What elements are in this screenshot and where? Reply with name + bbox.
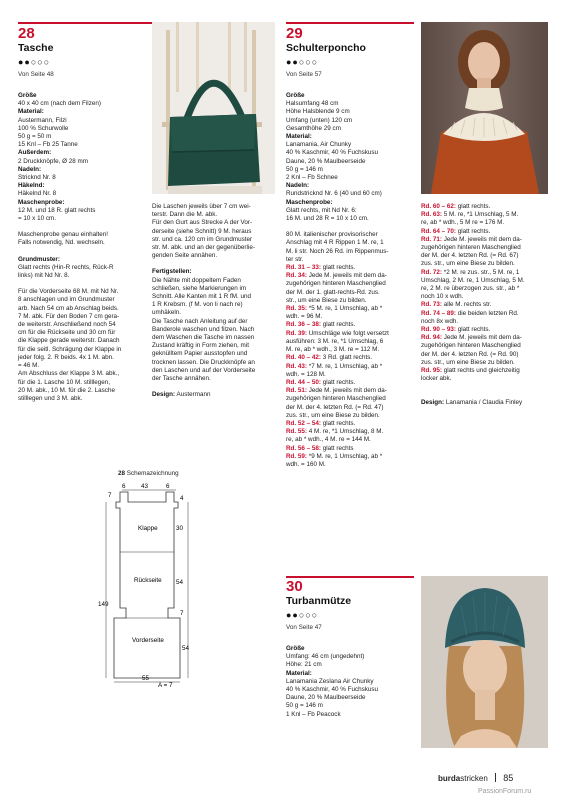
text-line: 15 Knl – Fb 25 Tanne [18,141,78,149]
text-line: Für die Vorderseite 68 M. mit Nd Nr. [18,288,119,296]
text-line: 12 M. und 18 R. glatt rechts [18,206,96,214]
round-label: Rd. 40 – 42: [286,354,321,362]
instruction-text: *5 M. re, 1 Umschlag, ab * [307,305,383,313]
round-instruction [421,334,553,342]
round-instruction [421,236,553,244]
text-line: terstr. Dann die M. abk. [152,211,218,219]
section-heading: Außerdem: [18,149,52,157]
round-label: Rd. 90 – 93: [421,326,456,334]
text-line: re, ab * wdh., 4 M. re = 144 M. [286,436,371,444]
turban-illustration [421,576,548,748]
text-line: zus. str., um eine Biese zu bilden. [286,411,380,419]
round-instruction [421,326,553,334]
text-line: 2 Druckknöpfe, Ø 28 mm [18,157,88,165]
section-heading: Nadeln: [18,165,42,173]
text-line: 80 M. italienischer provisorischer [286,231,378,239]
text-line: 40 x 40 cm (nach dem Filzen) [18,100,101,108]
instruction-text: glatt rechts. [456,203,491,210]
text-line: M. li str. Noch 26 Rd. im Rippenmus- [286,247,389,255]
round-instruction [421,203,553,211]
text-line: für die seitl. Schrägung der Klappe in [18,345,122,353]
section-heading: Größe [286,645,305,652]
text-line: = 46 M. [18,362,40,370]
finishing-column [152,203,277,399]
text-line: Halsumfang 48 cm [286,100,339,108]
schema-caption-text: Schemazeichnung [126,470,179,477]
text-line: ter str. [286,255,304,263]
instruction-text: 3 Rd. glatt rechts. [321,354,373,362]
difficulty-rating: ●●○○○ [18,57,51,67]
schema-caption-number: 28 [118,470,126,477]
brand-light: stricken [460,774,488,783]
text-line: wdh. = 160 M. [286,460,326,468]
text-line: Höhe: 21 cm [286,661,322,669]
round-label: Rd. 63: [421,211,442,219]
text-line: Banderole waschen und filzen. Nach [152,325,255,333]
text-line: de weiterstr. Anschließend noch 54 [18,321,116,329]
round-label: Rd. 94: [421,334,442,342]
round-instruction [286,363,418,371]
dim-right-54a: 54 [176,579,184,586]
round-label: Rd. 64 – 70: [421,227,456,235]
round-instruction [421,301,553,309]
text-line: derseite (siehe Schnitt) 9 M. heraus [152,227,252,235]
round-instruction [286,445,418,453]
round-instruction [286,428,418,436]
section-heading: Größe [286,92,305,99]
text-line: zugehörigen hinteren Maschenglied [286,280,386,288]
text-line: für die 1. Lasche 10 M. stilllegen, [18,378,111,386]
section-heading: Größe [18,92,37,99]
instruction-text: alle M. rechts str. [442,301,492,309]
text-line: die Klappe gerade weiterstr. Danach [18,337,120,345]
text-line: zus. str., um eine Biese zu bilden. [421,358,515,366]
text-line: zugehörigen hinteren Maschenglied [286,395,386,403]
section-heading: Fertigstellen: [152,268,192,276]
instructions-column-continued [421,203,553,408]
round-instruction [286,379,418,387]
text-line: cm für die Rückseite und 30 cm für [18,329,116,337]
text-line: str. M. abk. und an der gegenüberlie- [152,244,255,252]
text-line: 40 % Kaschmir, 40 % Fuchskusu [286,686,379,694]
round-label: Rd. 44 – 50: [286,378,321,386]
text-line: Höhe Halsblende 9 cm [286,108,350,116]
instruction-text: glatt rechts. [321,378,356,386]
section-heading: Maschenprobe: [18,198,65,206]
text-line: der M. der 4. letzten Rd. (= Rd. 90) [421,350,519,358]
text-line: trocknen lassen. Die Druckknöpfe an [152,358,255,366]
paragraph-gap [286,223,418,231]
section-30-rule [286,576,414,578]
instruction-text: glatt rechts. [321,419,356,427]
text-line: Austermann, Filzi [18,116,67,124]
instruction-text: Jede M. jeweils mit dem da- [442,334,522,342]
text-line: = 10 x 10 cm. [18,215,56,223]
section-heading: Material: [18,108,44,116]
round-label: Rd. 51: [286,387,307,395]
schema-rueckseite-label: Rückseite [134,577,162,584]
watermark: PassionForum.ru [478,788,532,795]
round-label: Rd. 43: [286,362,307,370]
instruction-text: 5 M. re, *1 Umschlag, 5 M. [442,211,519,219]
text-line: umhäkeln. [152,309,182,317]
text-line: 1 Knl – Fb Peacock [286,710,341,718]
round-label: Rd. 31 – 33: [286,264,321,272]
text-line: Anschlag mit 4 R Rippen 1 M. re, 1 [286,239,384,247]
text-line: Schnitt. Alle Kanten mit 1 R fM. und [152,293,252,301]
text-line: re, ab * wdh., 5 M re = 176 M. [421,219,505,227]
section-29-rule [286,22,414,24]
page-reference: Von Seite 57 [286,71,322,78]
section-heading: Maschenprobe: [286,198,333,206]
text-line: Falls notwendig, Nd. wechseln. [18,239,105,247]
footer-divider [495,773,496,782]
schema-drawing [100,478,270,688]
text-line: 20 M. abk., 10 M. für die 2. Lasche [18,386,115,394]
credit-label: Design: [421,399,445,407]
text-line: Daune, 20 % Maulbeerseide [286,157,366,165]
text-line: 1 R Krebsm. (f M. von li nach re) [152,301,243,309]
text-line: arb. Nach 54 cm ab Anschlag beids. [18,304,119,312]
poncho-illustration [421,22,548,194]
round-instruction [421,228,553,236]
text-line: jeder folg. 2. R beids. 4x 1 M. abn. [18,353,114,361]
round-label: Rd. 34: [286,272,307,280]
instruction-text: glatt rechts und gleichzeitig [442,367,520,375]
instructions-column [18,92,146,403]
round-instruction [286,272,418,280]
pattern-number: 28 [18,25,35,42]
text-line: 8 anschlagen und im Grundmuster [18,296,115,304]
dim-right-30: 30 [176,525,184,532]
text-line: 50 g = 50 m [18,133,52,141]
pattern-title: Turbanmütze [286,595,352,607]
round-label: Rd. 36 – 38: [286,321,321,329]
round-label: Rd. 35: [286,305,307,313]
credit-label: Design: [152,391,176,399]
round-label: Rd. 56 – 58: [286,444,321,452]
text-line: Für den Gurt aus Strecke A der Vor- [152,219,253,227]
text-line: Stricknd Nr. 8 [18,174,56,182]
round-instruction [421,269,553,277]
text-line: 50 g = 146 m [286,702,323,710]
text-line: 40 % Kaschmir, 40 % Fuchskusu [286,149,379,157]
paragraph-gap [18,248,146,256]
section-heading: Material: [286,133,312,141]
round-instruction [286,420,418,428]
text-line: Glatt rechts, mit Nd Nr. 6: [286,206,357,214]
poncho-photo [421,22,548,194]
text-line: 16 M. und 28 R = 10 x 10 cm. [286,215,369,223]
text-line: Zustand kräftig in Form ziehen, mit [152,342,249,350]
instruction-text: Lanamania / Claudia Finley [444,399,523,407]
text-line: ausführen: 3 M. re, *1 Umschlag, 6 [286,337,384,345]
round-label: Rd. 72: [421,268,442,276]
text-line: 2 Knl – Fb Schnee [286,174,338,182]
text-line: str., um eine Biese zu bilden. [286,296,367,304]
round-instruction [421,367,553,375]
paragraph-gap [152,260,277,268]
instruction-text: glatt rechts. [321,264,356,272]
bag-photo [152,22,275,194]
text-line: 100 % Schurwolle [18,124,69,132]
text-line: str. und ca. 120 cm im Grundmuster [152,235,253,243]
round-instruction [421,310,553,318]
instruction-text: 4 M. re, *1 Umschlag, 8 M. [307,428,384,436]
text-line: zus. str., um eine Biese zu bilden. [421,260,515,268]
instruction-text: die beiden letzten Rd. [456,309,519,317]
text-line: Lanamania Zeslana Air Chunky [286,677,374,685]
round-instruction [286,305,418,313]
text-line: Lanamania, Air Chunky [286,141,352,149]
instruction-text: glatt rechts. [321,321,356,329]
text-line: Umschlag, 2 M. re, 1 Umschlag, 5 M. [421,276,525,284]
text-line: Die Nähte mit doppeltem Faden [152,276,241,284]
text-line: 50 g = 146 m [286,165,323,173]
round-instruction [286,321,418,329]
dim-left-149: 149 [98,601,109,608]
paragraph-gap [18,280,146,288]
design-credit [152,391,277,399]
pattern-title: Tasche [18,42,54,54]
text-line: der M. der 4. letzten Rd. (= Rd. 47) [286,403,384,411]
text-line: genden Seite annähen. [152,252,218,260]
pattern-title: Schulterponcho [286,42,366,54]
instruction-text: glatt rechts. [456,326,491,334]
text-line: Die Laschen jeweils über 7 cm wei- [152,203,251,210]
schema-caption [118,470,179,478]
round-label: Rd. 55: [286,428,307,436]
text-line: M. re, ab * wdh., 3 M. re = 112 M. [286,346,380,354]
text-line: geknülltem Papier ausstopfen und [152,350,248,358]
round-instruction [286,453,418,461]
text-line: der M. der 1. glatt-rechts-Rd. zus. [286,288,380,296]
text-line: links) mit Nd Nr. 8. [18,272,70,280]
text-line: schließen, siehe Markierungen im [152,284,247,292]
paragraph-gap [18,223,146,231]
instruction-text: *7 M. re, 1 Umschlag, ab * [307,362,383,370]
instruction-text: Umschläge wie folgt versetzt [307,329,389,337]
text-line: wdh. = 96 M. [286,313,323,321]
text-line: Maschenprobe genau einhalten! [18,231,108,239]
text-line: Umfang (unten) 120 cm [286,116,353,124]
instruction-text: Austermann [175,391,211,399]
round-label: Rd. 73: [421,301,442,309]
round-instruction [286,387,418,395]
dim-bottom-55: 55 [142,675,150,682]
dim-top-43: 43 [141,483,149,490]
dim-right-4: 4 [180,495,184,502]
text-line: Rundstricknd Nr. 6 (40 und 60 cm) [286,190,382,198]
page-number: 85 [503,773,514,783]
text-line: Umfang: 46 cm (ungedehnt) [286,653,365,661]
dim-left-7: 7 [108,492,112,499]
text-line: 7 M. abk. Für den Boden 7 cm gera- [18,312,120,320]
text-line: noch 8x wdh. [421,317,459,325]
instruction-text: Jede M. jeweils mit dem da- [442,235,522,243]
bag-illustration [152,22,275,194]
text-line: noch 10 x wdh. [421,293,464,301]
paragraph-gap [421,391,553,399]
instruction-text: glatt rechts. [456,227,491,235]
page-reference: Von Seite 47 [286,624,322,631]
instructions-column [286,92,418,469]
text-line: der M. der 4. letzten Rd. (= Rd. 67) [421,252,519,260]
dim-top-6a: 6 [122,483,126,490]
text-line: den Laschen und auf der Vorderseite [152,366,256,374]
text-line: Am Abschluss der Klappe 3 M. abk., [18,370,120,378]
page-reference: Von Seite 48 [18,71,54,78]
text-line: locker abk. [421,375,452,383]
pattern-number: 29 [286,25,303,42]
brand-bold: burda [438,774,461,783]
text-line: re, 2 M. re überzogen zus. str., ab * [421,285,520,293]
round-label: Rd. 39: [286,329,307,337]
text-line: Gesamthöhe 29 cm [286,124,341,132]
instruction-text: glatt rechts [321,444,354,452]
text-line: Die Tasche nach Anleitung auf der [152,317,248,325]
dim-right-54b: 54 [182,645,190,652]
round-instruction [286,354,418,362]
dim-strap-a: A = 7 [158,682,173,689]
page-footer [438,773,558,784]
difficulty-rating: ●●○○○ [286,610,319,620]
text-line: Glatt rechts (Hin-R rechts, Rück-R [18,263,114,271]
paragraph-gap [421,383,553,391]
round-label: Rd. 74 – 89: [421,309,456,317]
text-line: der Tasche annähen. [152,375,211,383]
instruction-text: Jede M. jeweils mit dem da- [307,387,387,395]
instruction-text: *9 M. re, 1 Umschlag, ab * [307,452,383,460]
round-label: Rd. 71: [421,235,442,243]
paragraph-gap [152,383,277,391]
text-line: stilllegen und 3 M. abk. [18,394,83,402]
text-line: zugehörigen hinteren Maschenglied [421,342,521,350]
schema-klappe-label: Klappe [138,525,158,532]
text-line: wdh. = 128 M. [286,370,326,378]
round-instruction [286,264,418,272]
pattern-number: 30 [286,578,303,595]
difficulty-rating: ●●○○○ [286,57,319,67]
dim-right-7: 7 [180,610,184,617]
text-line: zugehörigen hinteren Maschenglied [421,244,521,252]
text-line: dem Waschen die Tasche im nassen [152,334,255,342]
turban-hat-photo [421,576,548,748]
round-label: Rd. 60 – 62: [421,203,456,210]
design-credit [421,399,553,407]
instruction-text: *2 M. re zus. str., 5 M. re, 1 [442,268,520,276]
text-line: Daune, 20 % Maulbeerseide [286,694,366,702]
text-line: Häkelnd Nr. 8 [18,190,57,198]
section-heading: Nadeln: [286,182,310,190]
dim-top-6b: 6 [166,483,170,490]
round-label: Rd. 52 – 54: [286,419,321,427]
section-heading: Grundmuster: [18,255,60,263]
schema-vorderseite-label: Vorderseite [132,637,164,644]
instructions-column [286,645,418,719]
round-instruction [286,330,418,338]
section-heading: Material: [286,669,312,677]
round-label: Rd. 95: [421,367,442,375]
round-instruction [421,211,553,219]
round-label: Rd. 59: [286,452,307,460]
section-heading: Häkelnd: [18,182,45,190]
instruction-text: Jede M. jeweils mit dem da- [307,272,387,280]
